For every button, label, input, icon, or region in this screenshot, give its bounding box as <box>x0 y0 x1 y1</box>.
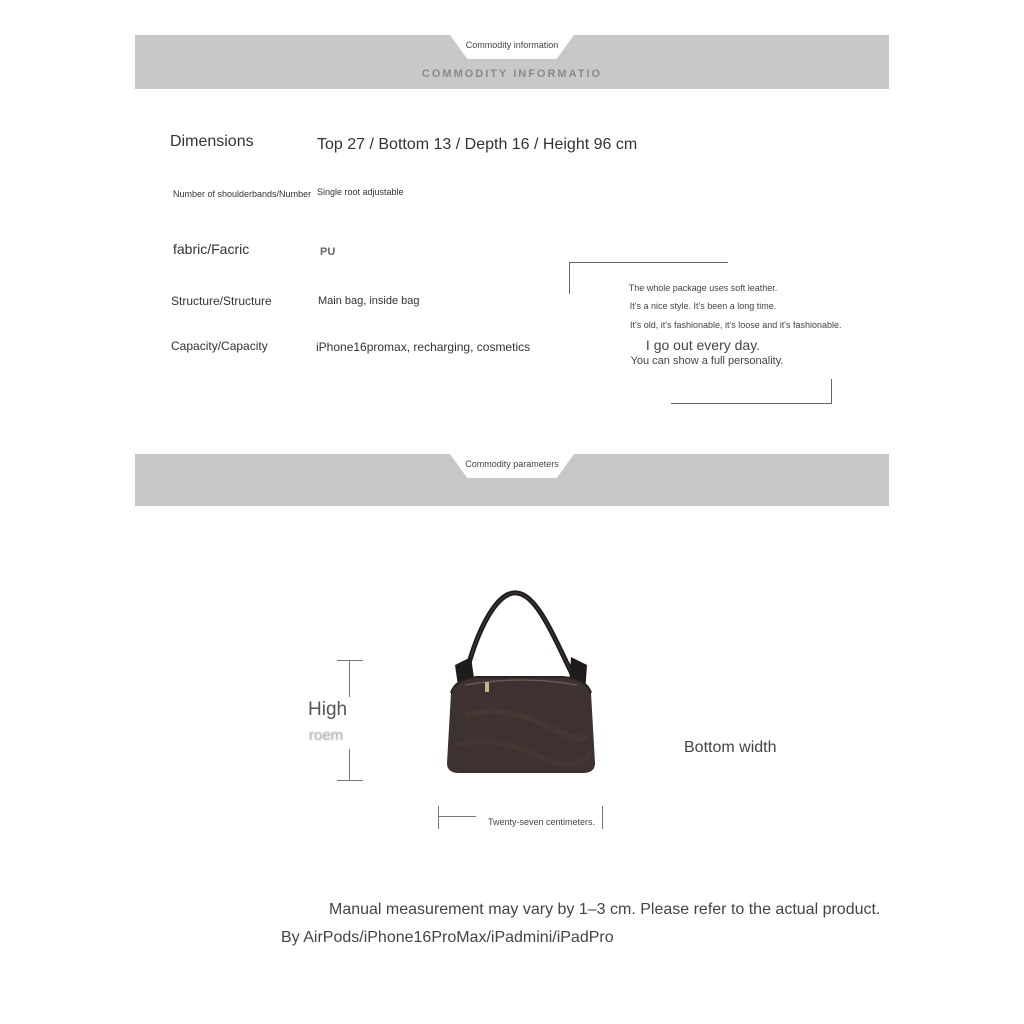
spec-value-structure: Main bag, inside bag <box>318 295 420 307</box>
spec-label-shoulderbands: Number of shoulderbands/Number <box>173 189 312 199</box>
measurement-note: Manual measurement may vary by 1–3 cm. Please refer to the actual product. <box>329 901 881 918</box>
section-title: Commodity parameters <box>465 459 559 469</box>
quote-frame-left <box>569 262 570 294</box>
quote-frame-right <box>831 379 832 404</box>
quote-frame-top <box>569 262 728 263</box>
width-tick-left <box>438 806 439 829</box>
bottom-width-label: Bottom width <box>684 739 777 756</box>
section-banner-commodity-parameters <box>135 454 889 506</box>
quote-line-3: It's old, it's fashionable, it's loose and it's fashionable. <box>630 320 842 330</box>
section-title: Commodity information <box>465 40 559 50</box>
quote-line-1: The whole package uses soft leather. <box>628 283 778 293</box>
spec-label-structure: Structure/Structure <box>171 294 272 308</box>
handbag-image <box>425 585 605 780</box>
quote-frame-bottom <box>671 403 832 404</box>
spec-value-capacity: iPhone16promax, recharging, cosmetics <box>316 340 531 354</box>
height-tick-bottom <box>337 780 363 781</box>
section-banner-commodity-information <box>135 35 889 89</box>
spec-value-shoulderbands: Single root adjustable <box>317 187 404 197</box>
spec-value-dimensions: Top 27 / Bottom 13 / Depth 16 / Height 96 cm <box>317 136 638 153</box>
spec-label-capacity: Capacity/Capacity <box>171 339 268 353</box>
spec-value-fabric: PU <box>320 246 336 258</box>
spec-label-fabric: fabric/Facric <box>173 241 250 257</box>
width-measure-line <box>438 816 476 817</box>
width-tick-right <box>602 806 603 829</box>
height-value: roem <box>309 727 344 744</box>
width-value: Twenty-seven centimeters. <box>488 817 596 827</box>
quote-line-5: You can show a full personality. <box>630 355 784 367</box>
quote-line-2: It's a nice style. It's been a long time. <box>629 301 777 311</box>
height-tick-top <box>337 660 363 661</box>
section-subtitle: COMMODITY INFORMATIO <box>421 68 603 80</box>
quote-line-4: I go out every day. <box>645 337 761 353</box>
height-label: High <box>308 699 348 720</box>
compatible-devices: By AirPods/iPhone16ProMax/iPadmini/iPadPro <box>281 929 614 946</box>
spec-label-dimensions: Dimensions <box>170 133 254 150</box>
